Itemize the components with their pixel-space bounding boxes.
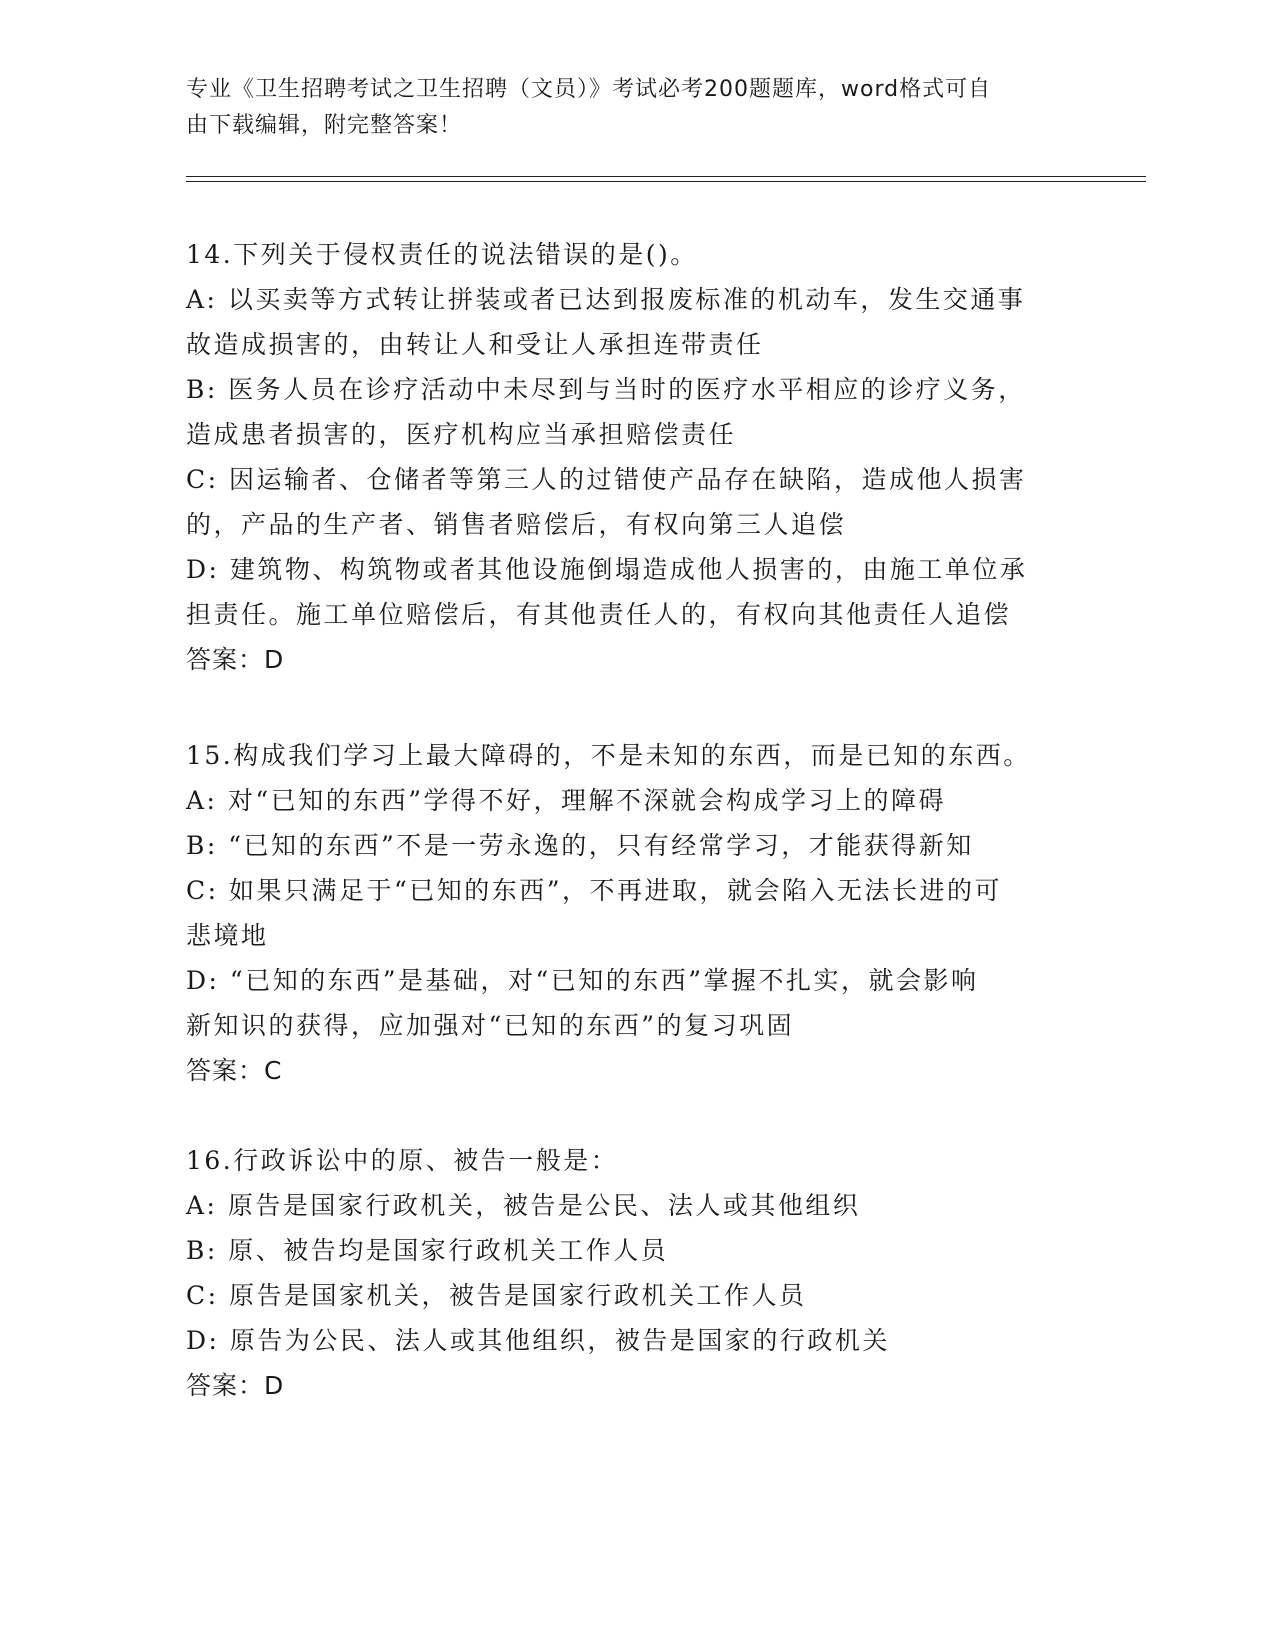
option-line: 造成患者损害的，医疗机构应当承担赔偿责任 — [186, 420, 737, 449]
answer-label: 答案：C — [186, 1056, 283, 1085]
header-line-1: 专业《卫生招聘考试之卫生招聘（文员）》考试必考200题题库，word格式可自 — [186, 77, 992, 102]
option-line: D: 原告为公民、法人或其他组织，被告是国家的行政机关 — [186, 1326, 890, 1355]
question-14 — [186, 232, 1066, 682]
answer-label: 答案：D — [186, 645, 285, 674]
option-line: B: 医务人员在诊疗活动中未尽到与当时的医疗水平相应的诊疗义务， — [186, 375, 1026, 404]
question-stem: 14.下列关于侵权责任的说法错误的是()。 — [186, 240, 698, 269]
option-line: C: 如果只满足于“已知的东西”，不再进取，就会陷入无法长进的可 — [186, 876, 1003, 905]
option-line: A: 以买卖等方式转让拼装或者已达到报废标准的机动车，发生交通事 — [186, 285, 1026, 314]
question-15 — [186, 733, 1066, 1093]
question-stem: 16.行政诉讼中的原、被告一般是： — [186, 1146, 619, 1175]
header-line-2: 由下载编辑，附完整答案！ — [186, 113, 463, 138]
header-divider-top — [186, 176, 1146, 177]
option-line: B: “已知的东西”不是一劳永逸的，只有经常学习，才能获得新知 — [186, 831, 974, 860]
option-line: 担责任。施工单位赔偿后，有其他责任人的，有权向其他责任人追偿 — [186, 600, 1012, 629]
option-line: A: 对“已知的东西”学得不好，理解不深就会构成学习上的障碍 — [186, 786, 946, 815]
option-line: C: 原告是国家机关，被告是国家行政机关工作人员 — [186, 1281, 807, 1310]
option-line: 新知识的获得，应加强对“已知的东西”的复习巩固 — [186, 1011, 795, 1040]
document-header — [186, 72, 1066, 144]
answer-label: 答案：D — [186, 1371, 285, 1400]
question-16 — [186, 1138, 1066, 1408]
option-line: 悲境地 — [186, 921, 269, 950]
header-divider-bottom — [186, 181, 1146, 182]
option-line: 的，产品的生产者、销售者赔偿后，有权向第三人追偿 — [186, 510, 847, 539]
option-line: A: 原告是国家行政机关，被告是公民、法人或其他组织 — [186, 1191, 861, 1220]
option-line: D: “已知的东西”是基础，对“已知的东西”掌握不扎实，就会影响 — [186, 966, 979, 995]
option-line: 故造成损害的，由转让人和受让人承担连带责任 — [186, 330, 764, 359]
option-line: C: 因运输者、仓储者等第三人的过错使产品存在缺陷，造成他人损害 — [186, 465, 1027, 494]
question-stem: 15.构成我们学习上最大障碍的，不是未知的东西，而是已知的东西。 — [186, 741, 1031, 770]
option-line: D: 建筑物、构筑物或者其他设施倒塌造成他人损害的，由施工单位承 — [186, 555, 1028, 584]
option-line: B: 原、被告均是国家行政机关工作人员 — [186, 1236, 669, 1265]
